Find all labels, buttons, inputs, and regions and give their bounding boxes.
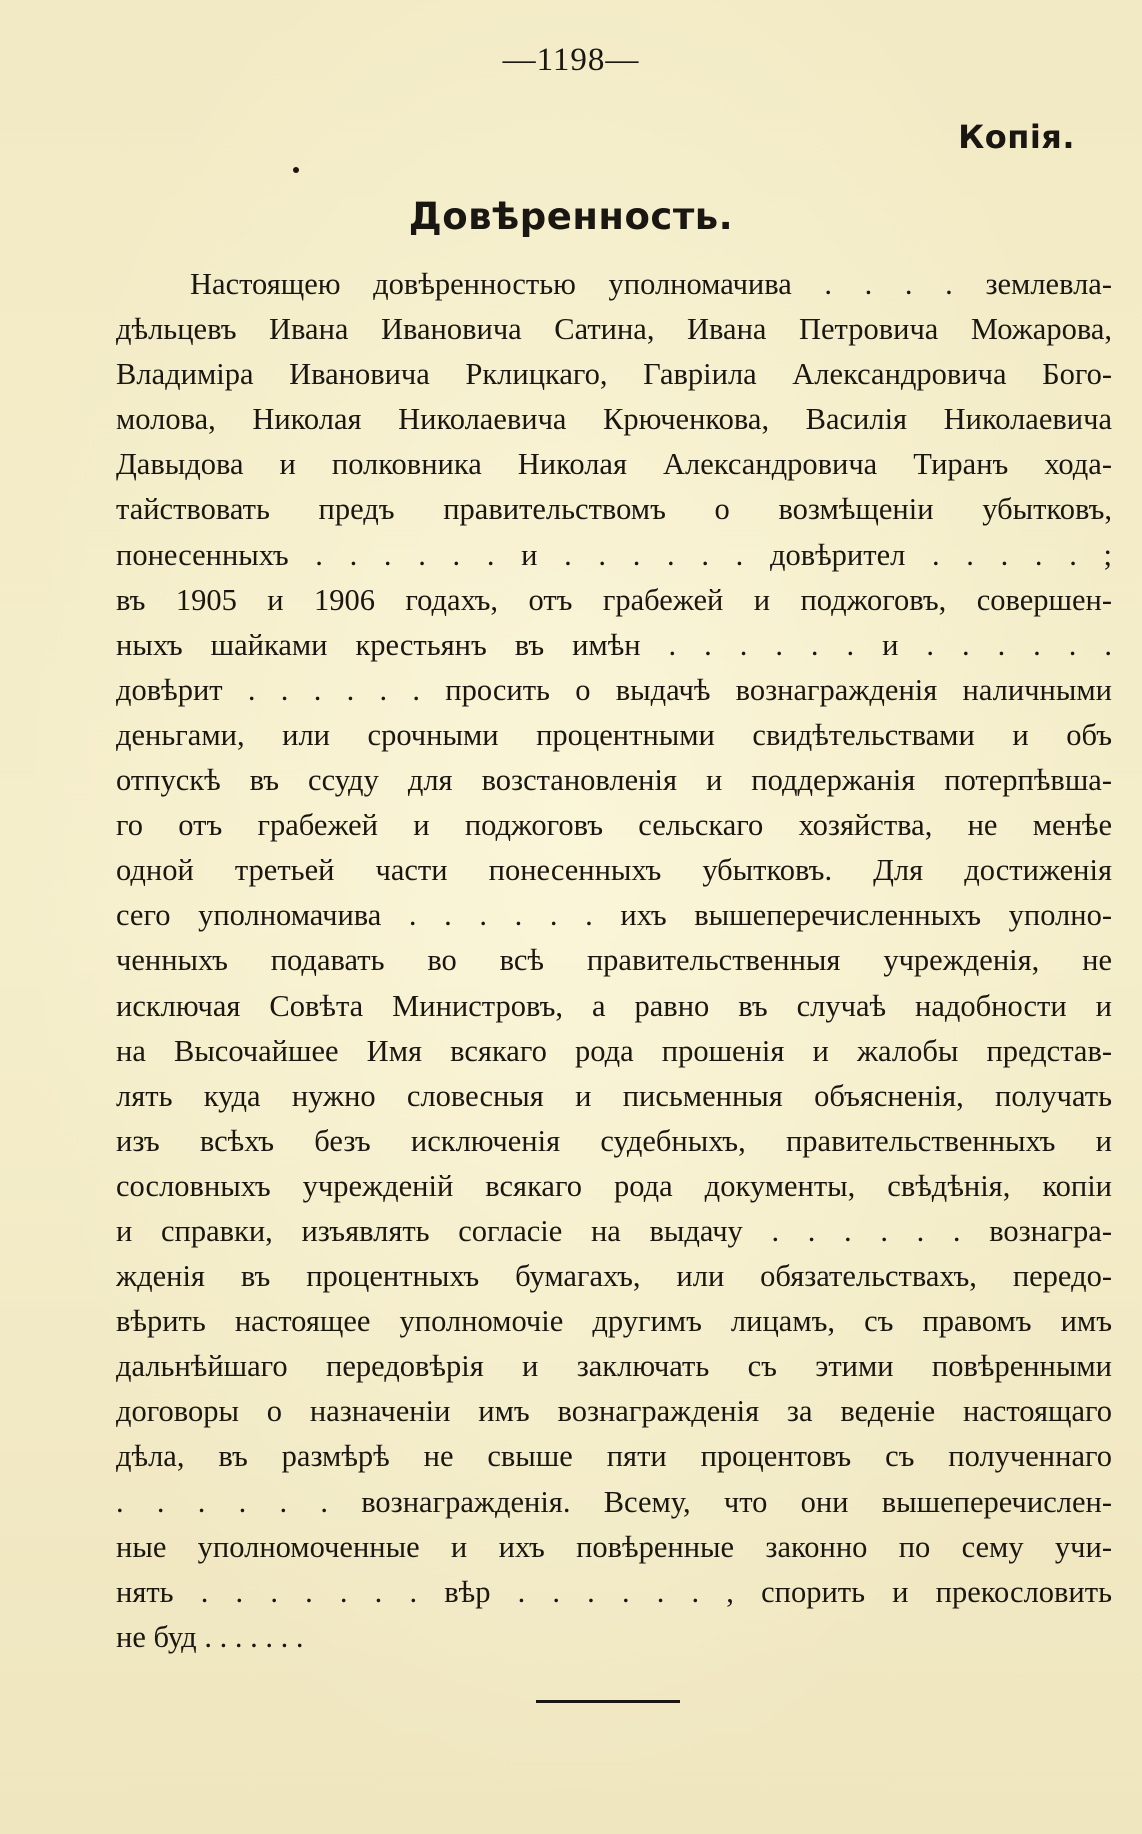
text-line: довѣрит . . . . . . просить о выдачѣ вознагражденія наличными [116,672,1112,707]
text-line: дѣльцевъ Ивана Ивановича Сатина, Ивана Петровича Можарова, [116,312,1112,347]
closing-rule [536,1700,680,1703]
text-line: договоры о назначеніи имъ вознагражденія за веденіе настоящаго [116,1394,1112,1429]
ink-dot [293,167,299,173]
text-line: сего уполномачива . . . . . . ихъ вышеперечисленныхъ уполно- [116,898,1112,933]
text-line: жденія въ процентныхъ бумагахъ, или обязательствахъ, передо- [116,1259,1112,1294]
text-line: не буд . . . . . . . [116,1619,304,1654]
text-line: и справки, изъявлять согласіе на выдачу . . . . . . вознагра- [116,1213,1112,1248]
document-body [116,262,1112,1660]
text-line: отпускѣ въ ссуду для возстановленія и поддержанія потерпѣвша- [116,763,1112,798]
text-line: Настоящею довѣренностью уполномачива . . . . землевла- [190,267,1112,301]
text-line: изъ всѣхъ безъ исключенія судебныхъ, правительственныхъ и [116,1123,1112,1158]
page-number: —1198— [502,42,640,78]
text-line: го отъ грабежей и поджоговъ сельскаго хозяйства, не менѣе [116,808,1112,843]
text-line: Владиміра Ивановича Рклицкаго, Гавріила Александровича Бого- [116,357,1112,392]
document-title: Довѣренность. [408,195,734,238]
text-line: дѣла, въ размѣрѣ не свыше пяти процентовъ съ полученнаго [116,1439,1112,1474]
text-line: на Высочайшее Имя всякаго рода прошенія и жалобы представ- [116,1033,1112,1068]
text-line: вѣрить настоящее уполномочіе другимъ лицамъ, съ правомъ имъ [116,1304,1112,1339]
text-line: дальнѣйшаго передовѣрія и заключать съ этими повѣренными [116,1349,1112,1384]
text-line: молова, Николая Николаевича Крюченкова, Василія Николаевича [116,402,1112,437]
text-line: лять куда нужно словесныя и письменныя объясненія, получать [116,1078,1112,1113]
text-line: сословныхъ учрежденій всякаго рода документы, свѣдѣнія, копіи [116,1168,1112,1203]
text-line: тайствовать предъ правительствомъ о возмѣщеніи убытковъ, [116,492,1112,527]
text-line: нять . . . . . . . вѣр . . . . . . , спорить и прекословить [116,1574,1112,1609]
text-line: ные уполномоченные и ихъ повѣренные законно по сему учи- [116,1529,1112,1564]
text-line: исключая Совѣта Министровъ, а равно въ случаѣ надобности и [116,988,1112,1023]
text-line: одной третьей части понесенныхъ убытковъ. Для достиженія [116,853,1112,888]
text-line: понесенныхъ . . . . . . и . . . . . . довѣрител . . . . . ; [116,537,1112,572]
text-line: . . . . . . вознагражденія. Всему, что они вышеперечислен- [116,1484,1112,1519]
text-line: Давыдова и полковника Николая Александровича Тиранъ хода- [116,447,1112,482]
text-line: ныхъ шайками крестьянъ въ имѣн . . . . . . и . . . . . . [116,627,1112,662]
copy-label: Копія. [958,118,1075,156]
text-line: въ 1905 и 1906 годахъ, отъ грабежей и поджоговъ, совершен- [116,582,1112,617]
text-line: деньгами, или срочными процентными свидѣтельствами и объ [116,717,1112,752]
text-line: ченныхъ подавать во всѣ правительственныя учрежденія, не [116,943,1112,978]
